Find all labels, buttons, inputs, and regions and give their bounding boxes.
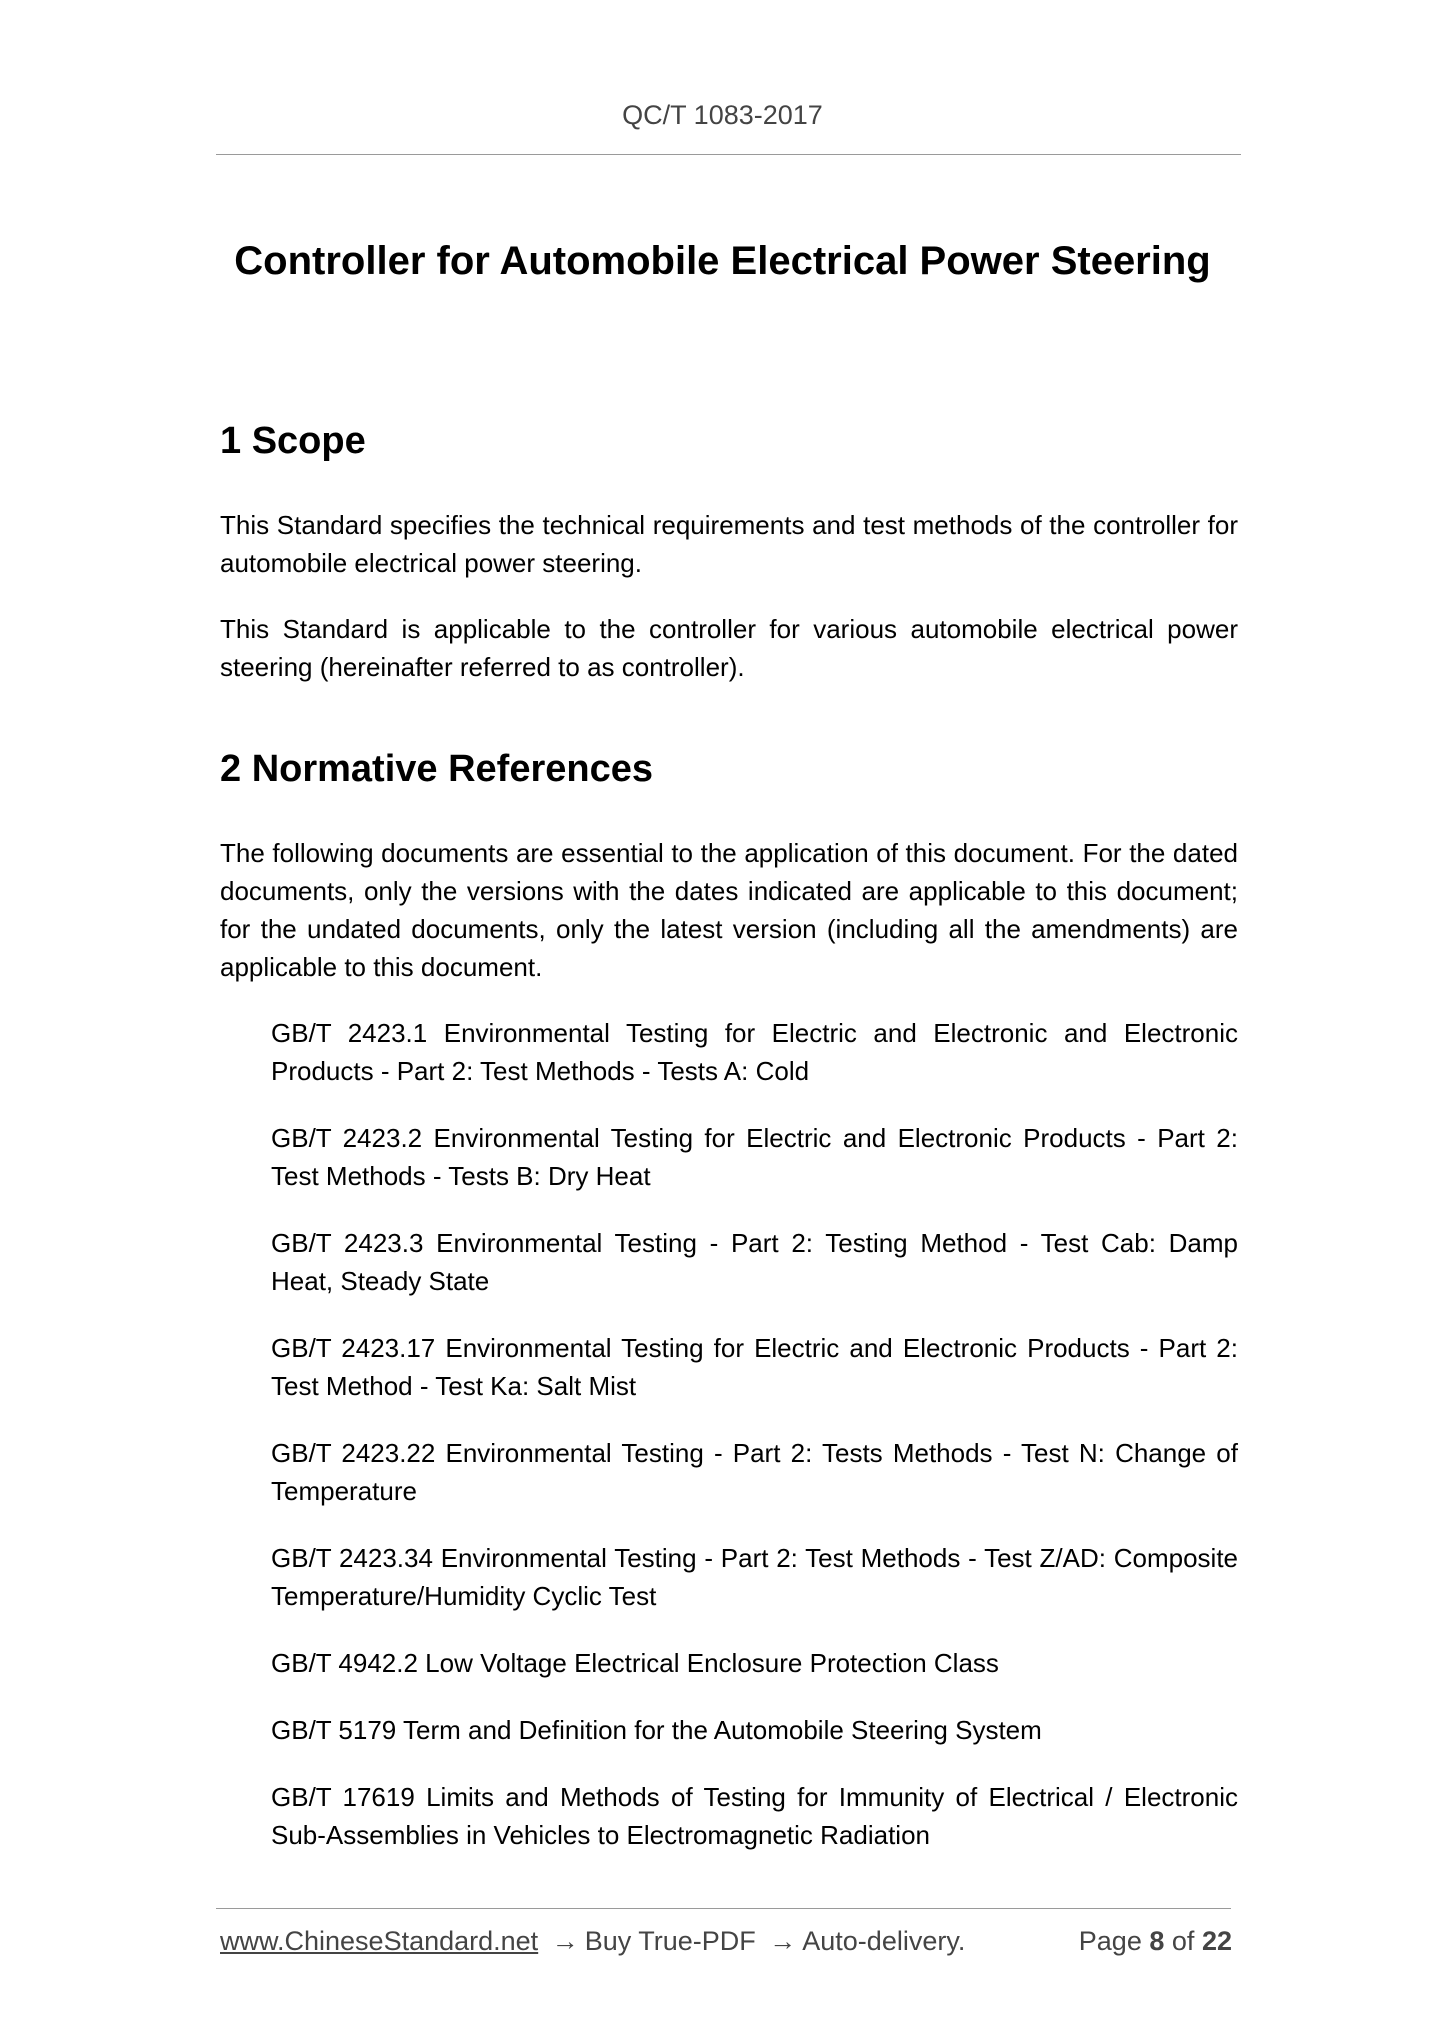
arrow-right-icon: →: [769, 1926, 797, 1956]
section-heading-normative-references: 2 Normative References: [220, 748, 653, 790]
header-divider: [216, 154, 1241, 155]
reference-item: GB/T 17619 Limits and Methods of Testing for Immunity of Electrical / Electronic Sub-Assemblies in Vehicles to Electromagnetic Radiation: [271, 1782, 1238, 1850]
document-title: Controller for Automobile Electrical Power Steering: [234, 238, 1211, 283]
reference-item: GB/T 2423.2 Environmental Testing for Electric and Electronic Products - Part 2: Test Methods - Tests B: Dry Heat: [271, 1123, 1238, 1191]
page-indicator: [1079, 1926, 1232, 1957]
page-footer: [220, 1926, 1232, 1966]
scope-paragraph: This Standard specifies the technical requirements and test methods of the controller for automobile electrical power steering.: [220, 510, 1238, 578]
reference-item: GB/T 2423.22 Environmental Testing - Part 2: Tests Methods - Test N: Change of Temperature: [271, 1438, 1238, 1506]
document-body: [220, 400, 1238, 1883]
reference-item: GB/T 2423.34 Environmental Testing - Part 2: Test Methods - Test Z/AD: Composite Temperature/Humidity Cyclic Test: [271, 1543, 1238, 1611]
scope-paragraph: This Standard is applicable to the controller for various automobile electrical power steering (hereinafter referred to as controller).: [220, 614, 1238, 682]
of-label: of: [1171, 1926, 1195, 1956]
page-label: Page: [1078, 1926, 1142, 1956]
footer-divider: [216, 1908, 1231, 1909]
reference-item: GB/T 4942.2 Low Voltage Electrical Enclosure Protection Class: [271, 1648, 999, 1678]
reference-item: GB/T 2423.1 Environmental Testing for Electric and Electronic and Electronic Products - Part 2: Test Methods - Tests A: Cold: [271, 1018, 1238, 1086]
section-heading-scope: 1 Scope: [220, 420, 366, 462]
buy-true-pdf-text: Buy True-PDF: [584, 1926, 756, 1956]
reference-item: GB/T 5179 Term and Definition for the Automobile Steering System: [271, 1715, 1042, 1745]
website-link[interactable]: www.ChineseStandard.net: [220, 1926, 539, 1956]
arrow-right-icon: →: [551, 1926, 579, 1956]
auto-delivery-text: Auto-delivery.: [802, 1926, 966, 1956]
current-page-number: 8: [1149, 1926, 1165, 1956]
page-header: QC/T 1083-2017: [622, 100, 823, 130]
reference-item: GB/T 2423.3 Environmental Testing - Part 2: Testing Method - Test Cab: Damp Heat, Steady State: [271, 1228, 1238, 1296]
reference-item: GB/T 2423.17 Environmental Testing for Electric and Electronic Products - Part 2: Test Method - Test Ka: Salt Mist: [271, 1333, 1238, 1401]
reference-list: [220, 1014, 1238, 1854]
total-page-count: 22: [1201, 1926, 1232, 1956]
footer-promo: [220, 1926, 965, 1957]
normative-references-intro: The following documents are essential to the application of this document. For the dated documents, only the versions with the dates indicated are applicable to this document; for the undated documents, only the latest version (including all the amendments) are applicable to this document.: [220, 838, 1238, 982]
